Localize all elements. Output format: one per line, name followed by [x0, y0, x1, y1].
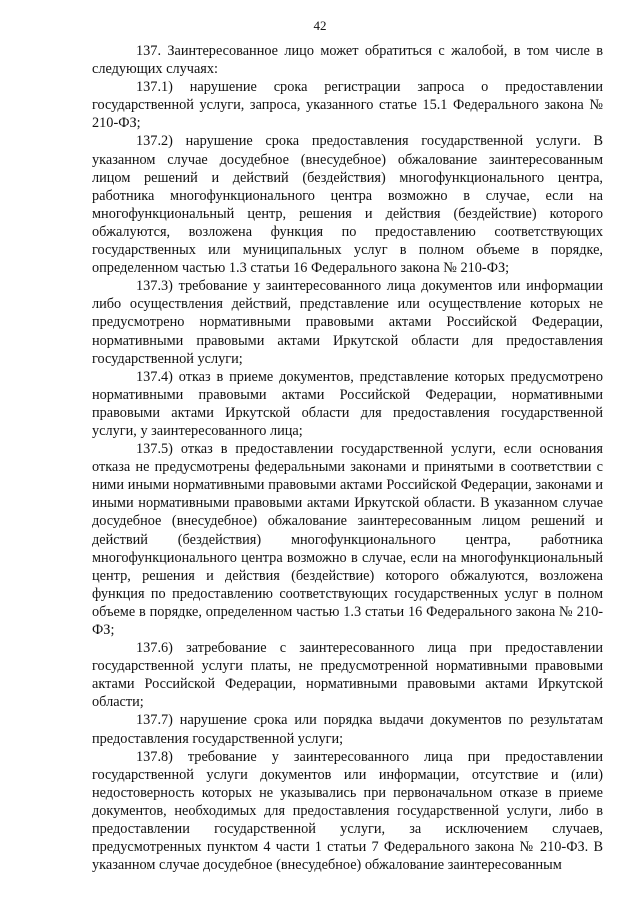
paragraph-137-8: 137.8) требование у заинтересованного лица при предоставлении государственной услуги документов или информации, отсутствие и (или) недостоверность которых не указывались при первоначальном отказе в приеме документов, необходимых для предоставления государственной услуги, либо в предоставлении государственной услуги, за исключением случаев, предусмотренных пунктом 4 части 1 статьи 7 Федерального закона № 210-ФЗ. В указанном случае досудебное (внесудебное) обжалование заинтересованным: [92, 748, 603, 874]
paragraph-137-5: 137.5) отказ в предоставлении государственной услуги, если основания отказа не предусмотрены федеральными законами и принятыми в соответствии с ними иными нормативными правовыми актами Российской Федерации, законами и иными нормативными правовыми актами Иркутской области. В указанном случае досудебное (внесудебное) обжалование заинтересованным лицом решений и действий (бездействия) многофункционального центра, работника многофункционального центра возможно в случае, если на многофункциональный центр, решения и действия (бездействие) которого обжалуются, возложена функция по предоставлению соответствующих государственных услуг в полном объеме в порядке, определенном частью 1.3 статьи 16 Федерального закона № 210-ФЗ;: [92, 441, 603, 638]
paragraph-137-7: 137.7) нарушение срока или порядка выдачи документов по результатам предоставления государственной услуги;: [92, 712, 603, 747]
document-body: [92, 42, 603, 874]
paragraph-137: 137. Заинтересованное лицо может обратиться с жалобой, в том числе в следующих случаях:: [92, 43, 603, 78]
paragraph-137-3: 137.3) требование у заинтересованного лица документов или информации либо осуществления действий, представление или осуществление которых не предусмотрено нормативными правовыми актами Российской Федерации, нормативными правовыми актами Иркутской области для предоставления государственной услуги;: [92, 278, 603, 367]
paragraph-137-6: 137.6) затребование с заинтересованного лица при предоставлении государственной услуги платы, не предусмотренной нормативными правовыми актами Российской Федерации, нормативными правовыми актами Иркутской области;: [92, 640, 603, 711]
paragraph-137-1: 137.1) нарушение срока регистрации запроса о предоставлении государственной услуги, запроса, указанного статье 15.1 Федерального закона № 210-ФЗ;: [92, 79, 603, 132]
page-number: 42: [313, 18, 327, 33]
paragraph-137-2: 137.2) нарушение срока предоставления государственной услуги. В указанном случае досудебное (внесудебное) обжалование заинтересованным лицом решений и действий (бездействия) многофункционального центра, работника многофункционального центра возможно в случае, если на многофункциональный центр, решения и действия (бездействие) которого обжалуются, возложена функция по предоставлению соответствующих государственных или муниципальных услуг в полном объеме в порядке, определенном частью 1.3 статьи 16 Федерального закона № 210-ФЗ;: [92, 133, 603, 277]
paragraph-137-4: 137.4) отказ в приеме документов, представление которых предусмотрено нормативными правовыми актами Российской Федерации, нормативными правовыми актами Иркутской области для предоставления государственной услуги, у заинтересованного лица;: [92, 368, 603, 439]
